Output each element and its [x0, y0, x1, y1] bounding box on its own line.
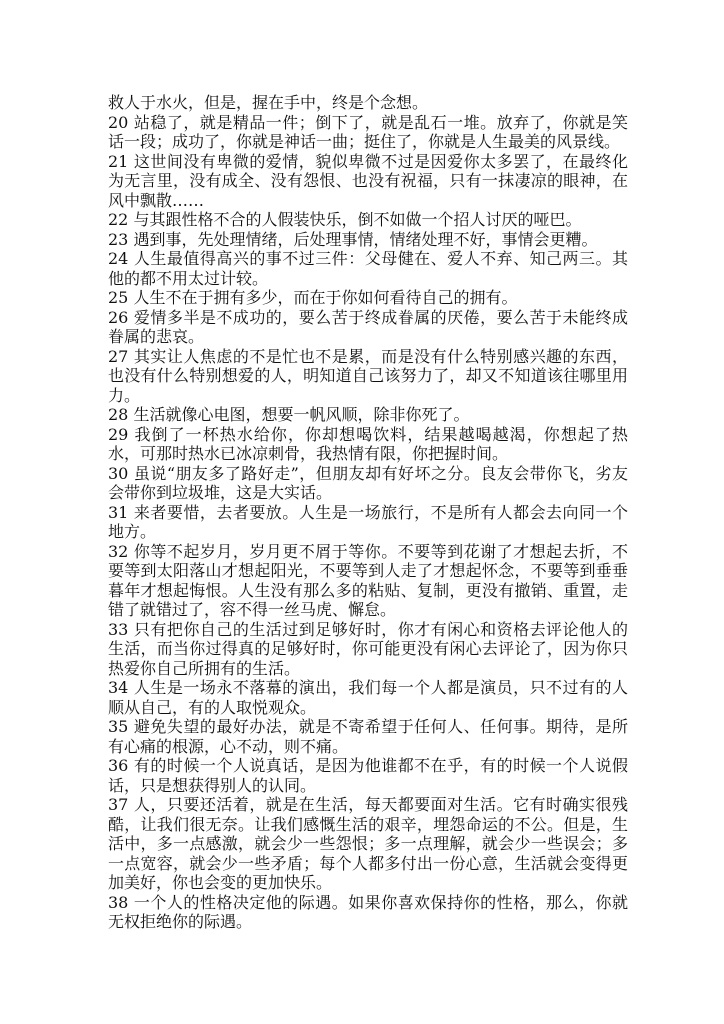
paragraph-32: 32 你等不起岁月，岁月更不屑于等你。不要等到花谢了才想起去折，不要等到太阳落山才想起阳光，不要等到人走了才想起怀念，不要等到垂垂暮年才想起悔恨。人生没有那么多的粘贴、复制，更没有撤销、重置，走错了就错过了，容不得一丝马虎、懈怠。 [108, 541, 628, 619]
paragraph-20: 20 站稳了，就是精品一件；倒下了，就是乱石一堆。放弃了，你就是笑话一段；成功了，你就是神话一曲；挺住了，你就是人生最美的风景线。 [108, 112, 628, 151]
paragraph-27: 27 其实让人焦虑的不是忙也不是累，而是没有什么特别感兴趣的东西，也没有什么特别想爱的人，明知道自己该努力了，却又不知道该往哪里用力。 [108, 346, 628, 405]
paragraph-36: 36 有的时候一个人说真话，是因为他谁都不在乎，有的时候一个人说假话，只是想获得别人的认同。 [108, 756, 628, 795]
paragraph-38: 38 一个人的性格决定他的际遇。如果你喜欢保持你的性格，那么，你就无权拒绝你的际遇。 [108, 892, 628, 931]
paragraph-37: 37 人，只要还活着，就是在生活，每天都要面对生活。它有时确实很残酷，让我们很无奈。让我们感慨生活的艰辛，埋怨命运的不公。但是，生活中，多一点感激，就会少一些怨恨；多一点理解，就会少一些误会；多一点宽容，就会少一些矛盾；每个人都多付出一份心意，生活就会变得更加美好，你也会变的更加快乐。 [108, 795, 628, 892]
document-body [108, 93, 628, 932]
paragraph-21: 21 这世间没有卑微的爱情，貌似卑微不过是因爱你太多罢了，在最终化为无言里，没有成全、没有怨恨、也没有祝福，只有一抹凄凉的眼神，在风中飘散…… [108, 151, 628, 210]
paragraph-35: 35 避免失望的最好办法，就是不寄希望于任何人、任何事。期待，是所有心痛的根源，心不动，则不痛。 [108, 717, 628, 756]
paragraph-28: 28 生活就像心电图，想要一帆风顺，除非你死了。 [108, 405, 470, 424]
paragraph-29: 29 我倒了一杯热水给你，你却想喝饮料，结果越喝越渴，你想起了热水，可那时热水已冰凉刺骨，我热情有限，你把握时间。 [108, 424, 628, 463]
paragraph-31: 31 来者要惜，去者要放。人生是一场旅行，不是所有人都会去向同一个地方。 [108, 502, 628, 541]
paragraph-continuation: 救人于水火，但是，握在手中，终是个念想。 [108, 93, 429, 112]
paragraph-26: 26 爱情多半是不成功的，要么苦于终成眷属的厌倦，要么苦于未能终成眷属的悲哀。 [108, 307, 628, 346]
paragraph-23: 23 遇到事，先处理情绪，后处理事情，情绪处理不好，事情会更糟。 [108, 229, 598, 249]
paragraph-34: 34 人生是一场永不落幕的演出，我们每一个人都是演员，只不过有的人顺从自己，有的人取悦观众。 [108, 678, 628, 717]
paragraph-24: 24 人生最值得高兴的事不过三件：父母健在、爱人不弃、知己两三。其他的都不用太过计较。 [108, 249, 628, 288]
paragraph-22: 22 与其跟性格不合的人假装快乐，倒不如做一个招人讨厌的哑巴。 [108, 210, 582, 229]
paragraph-33: 33 只有把你自己的生活过到足够好时，你才有闲心和资格去评论他人的生活，而当你过得真的足够好时，你可能更没有闲心去评论了，因为你只热爱你自己所拥有的生活。 [108, 619, 628, 678]
paragraph-25: 25 人生不在于拥有多少，而在于你如何看待自己的拥有。 [108, 288, 518, 307]
paragraph-30: 30 虽说“朋友多了路好走”，但朋友却有好坏之分。良友会带你飞，劣友会带你到垃圾堆，这是大实话。 [108, 463, 628, 502]
